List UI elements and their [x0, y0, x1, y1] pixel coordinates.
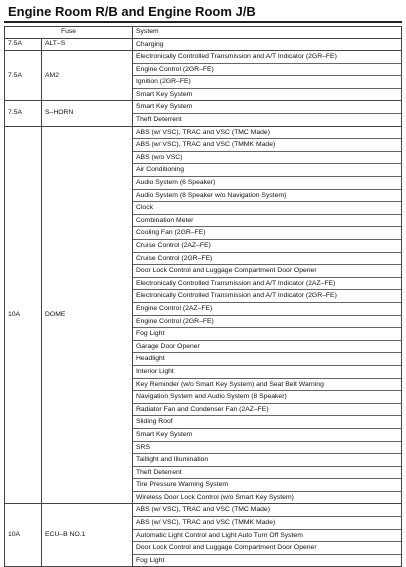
- system-item: Combination Meter: [133, 215, 401, 228]
- table-row: [5, 126, 402, 504]
- system-item: Audio System (6 Speaker): [133, 177, 401, 190]
- system-item: ABS (w/ VSC), TRAC and VSC (TMC Made): [133, 504, 401, 517]
- title-divider: [4, 21, 402, 23]
- system-item: Electronically Controlled Transmission and A/T Indicator (2GR–FE): [133, 51, 401, 64]
- system-list: [133, 38, 402, 51]
- system-item: Electronically Controlled Transmission and A/T Indicator (2AZ–FE): [133, 278, 401, 291]
- fuse-name: ALT–S: [42, 38, 133, 51]
- fuse-amperage: 10A: [5, 126, 42, 504]
- system-item: Tire Pressure Warning System: [133, 479, 401, 492]
- system-column-header: System: [133, 27, 402, 39]
- fuse-name: ECU–B NO.1: [42, 504, 133, 567]
- system-item: Theft Deterrent: [133, 467, 401, 480]
- system-list: [133, 51, 402, 101]
- system-item: ABS (w/ VSC), TRAC and VSC (TMC Made): [133, 127, 401, 140]
- system-item: Automatic Light Control and Light Auto Turn Off System: [133, 530, 401, 543]
- system-item: Smart Key System: [133, 101, 401, 114]
- system-item: Engine Control (2GR–FE): [133, 64, 401, 77]
- system-item: Ignition (2GR–FE): [133, 76, 401, 89]
- system-item: Wireless Door Lock Control (w/o Smart Key System): [136, 493, 294, 501]
- system-list: [133, 101, 402, 126]
- system-item: Cruise Control (2AZ–FE): [133, 240, 401, 253]
- system-item: Engine Control (2AZ–FE): [133, 303, 401, 316]
- fuse-table: [4, 26, 402, 567]
- system-item: Charging: [136, 40, 164, 48]
- system-item: Taillight and Illumination: [133, 454, 401, 467]
- fuse-table-body: [5, 38, 402, 567]
- fuse-name: AM2: [42, 51, 133, 101]
- system-item: Audio System (8 Speaker w/o Navigation System): [133, 190, 401, 203]
- system-item: Headlight: [133, 353, 401, 366]
- system-item: Radiator Fan and Condenser Fan (2AZ–FE): [133, 404, 401, 417]
- fuse-name: DOME: [42, 126, 133, 504]
- system-item: Air Conditioning: [133, 164, 401, 177]
- table-row: [5, 101, 402, 126]
- system-item: Interior Light: [133, 366, 401, 379]
- page-title: Engine Room R/B and Engine Room J/B: [8, 4, 256, 19]
- table-row: [5, 38, 402, 51]
- system-item: Clock: [133, 202, 401, 215]
- fuse-name: S–HORN: [42, 101, 133, 126]
- system-item: ABS (w/ VSC), TRAC and VSC (TMMK Made): [133, 517, 401, 530]
- system-item: Door Lock Control and Luggage Compartment Door Opener: [133, 542, 401, 555]
- fuse-column-header: Fuse: [5, 27, 133, 39]
- system-item: Cruise Control (2GR–FE): [133, 253, 401, 266]
- system-item: Key Reminder (w/o Smart Key System) and Seat Belt Warning: [133, 379, 401, 392]
- system-item: Fog Light: [136, 556, 165, 564]
- table-row: [5, 51, 402, 101]
- system-item: Fog Light: [133, 328, 401, 341]
- system-item: Electronically Controlled Transmission and A/T Indicator (2GR–FE): [133, 290, 401, 303]
- system-item: ABS (w/ VSC), TRAC and VSC (TMMK Made): [133, 139, 401, 152]
- fuse-amperage: 7.5A: [5, 38, 42, 51]
- table-header-row: [5, 27, 402, 39]
- system-item: Smart Key System: [133, 429, 401, 442]
- table-row: [5, 504, 402, 567]
- system-item: Door Lock Control and Luggage Compartment Door Opener: [133, 265, 401, 278]
- system-item: Theft Deterrent: [136, 116, 182, 124]
- system-item: Navigation System and Audio System (8 Speaker): [133, 391, 401, 404]
- system-item: Garage Door Opener: [133, 341, 401, 354]
- system-item: SRS: [133, 442, 401, 455]
- system-item: ABS (w/o VSC): [133, 152, 401, 165]
- system-list: [133, 126, 402, 504]
- system-item: Smart Key System: [136, 90, 193, 98]
- system-item: Sliding Roof: [133, 416, 401, 429]
- system-item: Engine Control (2GR–FE): [133, 316, 401, 329]
- fuse-amperage: 10A: [5, 504, 42, 567]
- fuse-amperage: 7.5A: [5, 51, 42, 101]
- system-list: [133, 504, 402, 567]
- system-item: Cooling Fan (2GR–FE): [133, 227, 401, 240]
- fuse-amperage: 7.5A: [5, 101, 42, 126]
